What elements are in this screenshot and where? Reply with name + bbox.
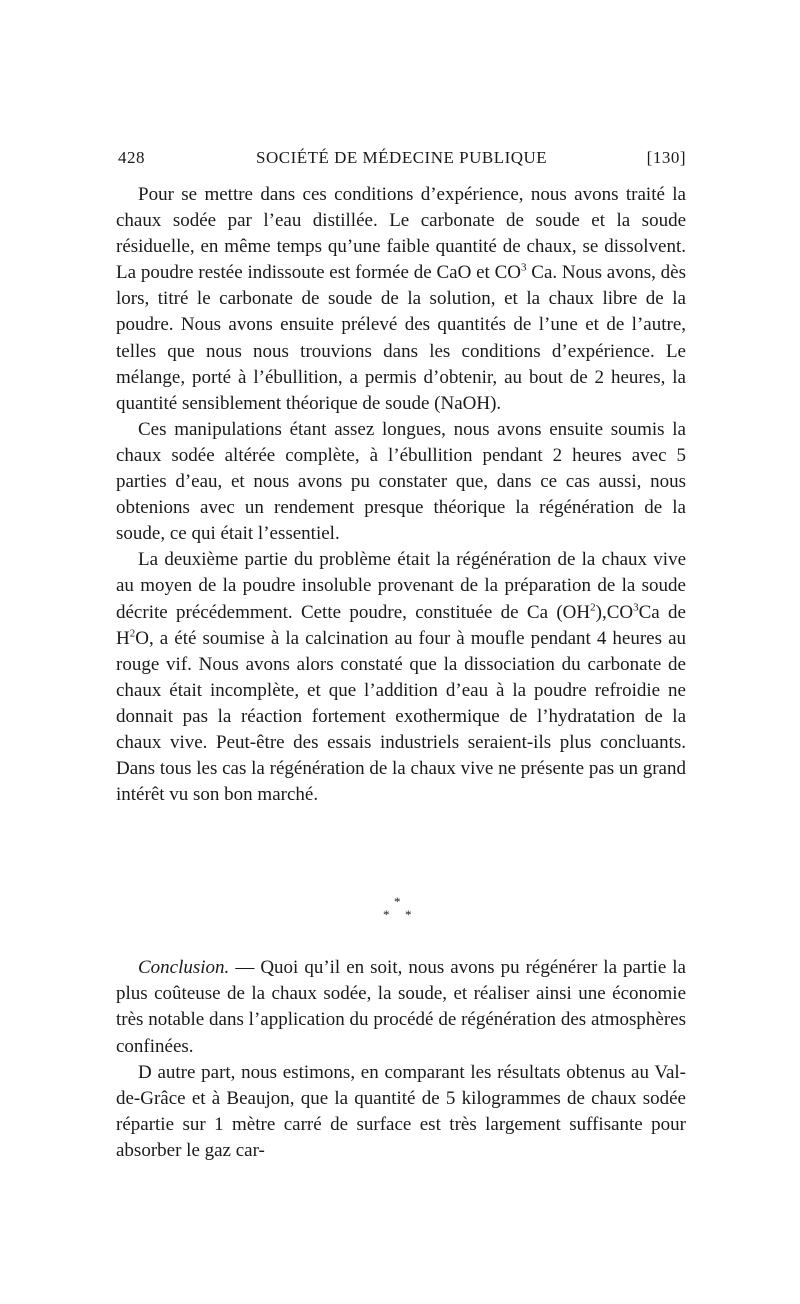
- page-number: 428: [118, 148, 145, 167]
- conclusion-label: Conclusion.: [138, 957, 230, 978]
- page-reference: [130]: [646, 148, 686, 167]
- running-head: [118, 148, 686, 172]
- star-glyph: *: [383, 907, 390, 922]
- paragraph-3: La deuxième partie du problème était la régénération de la chaux vive au moyen de la poudre insoluble provenant de la préparation de la soude décrite précédemment. Cette poudre, constituée de Ca $(OH^2),CO^3Ca$ de $H^2O$, a été soumise à la calcination au four à moufle pendant 4 heures au rouge vif. Nous avons alors constaté que la dissociation du carbonate de chaux était incomplète, et que l’addition d’eau à la poudre refroidie ne donnait pas la réaction fortement exothermique de l’hydratation de la chaux vive. Peut-être des essais industriels seraient-ils plus concluants. Dans tous les cas la régénération de la chaux vive ne présente pas un grand intérêt vu son bon marché.: [116, 549, 686, 806]
- conclusion-text: [116, 955, 686, 1165]
- star-glyph: *: [405, 907, 412, 922]
- paragraph-1: Pour se mettre dans ces conditions d’expérience, nous avons traité la chaux sodée par l’eau distillée. Le carbonate de soude et la soude résiduelle, en même temps qu’une faible quantité de chaux, se dissolvent. La poudre restée indissoute est formée de CaO et $CO^3$ Ca. Nous avons, dès lors, titré le carbonate de soude de la solution, et la chaux libre de la poudre. Nous avons ensuite prélevé des quantités de l’une et de l’autre, telles que nous nous trouvions dans les conditions d’expérience. Le mélange, porté à l’ébullition, a permis d’obtenir, au bout de 2 heures, la quantité sensiblement théorique de soude (NaOH).: [116, 184, 686, 414]
- star-glyph: *: [394, 894, 401, 909]
- conclusion-paragraph-1: Conclusion. — Quoi qu’il en soit, nous avons pu régénérer la partie la plus coûteuse de la chaux sodée, la soude, et réaliser ainsi une économie très notable dans l’application du procédé de régénération des atmosphères confinées.: [116, 957, 686, 1057]
- main-text: [116, 182, 686, 808]
- section-separator: [0, 893, 800, 933]
- conclusion-paragraph-2: D autre part, nous estimons, en comparant les résultats obtenus au Val-de-Grâce et à Beaujon, que la quantité de 5 kilogrammes de chaux sodée répartie sur 1 mètre carré de surface est très largement suffisante pour absorber le gaz car-: [116, 1061, 686, 1162]
- running-title: SOCIÉTÉ DE MÉDECINE PUBLIQUE: [256, 148, 548, 167]
- paragraph-2: Ces manipulations étant assez longues, nous avons ensuite soumis la chaux sodée altérée complète, à l’ébullition pendant 2 heures avec 5 parties d’eau, et nous avons pu constater que, dans ce cas aussi, nous obtenions avec un rendement presque théorique la régénération de la soude, ce qui était l’essentiel.: [116, 418, 686, 545]
